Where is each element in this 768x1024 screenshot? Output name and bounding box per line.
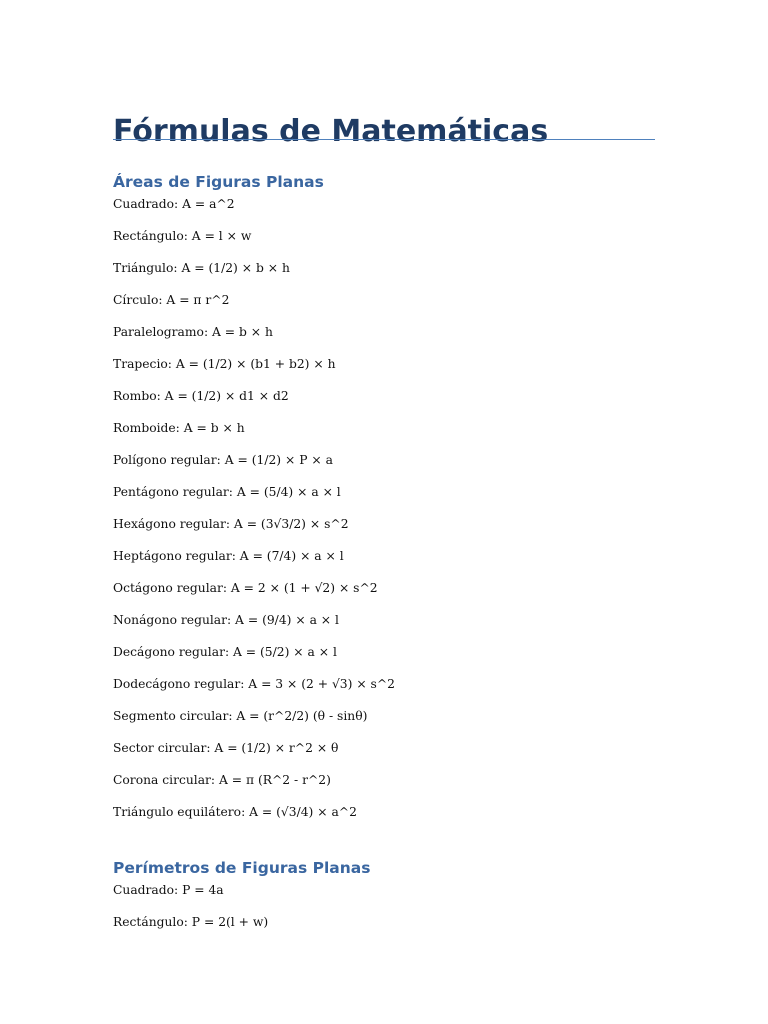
formula-line: Rombo: A = (1/2) × d1 × d2	[113, 389, 289, 403]
formula-line: Nonágono regular: A = (9/4) × a × l	[113, 613, 339, 627]
formula-line: Cuadrado: P = 4a	[113, 883, 224, 897]
section-heading-perimeters: Perímetros de Figuras Planas	[113, 859, 371, 877]
section-areas	[113, 170, 655, 834]
formula-line: Rectángulo: A = l × w	[113, 229, 252, 243]
formula-line: Hexágono regular: A = (3√3/2) × s^2	[113, 517, 349, 531]
formula-line: Triángulo: A = (1/2) × b × h	[113, 261, 290, 275]
formula-line: Octágono regular: A = 2 × (1 + √2) × s^2	[113, 581, 378, 595]
formula-line: Dodecágono regular: A = 3 × (2 + √3) × s^2	[113, 677, 395, 691]
section-heading-areas: Áreas de Figuras Planas	[113, 173, 324, 191]
formula-line: Romboide: A = b × h	[113, 421, 245, 435]
formula-list-perimeters	[113, 880, 655, 932]
document-title: Fórmulas de Matemáticas	[113, 114, 549, 150]
formula-line: Decágono regular: A = (5/2) × a × l	[113, 645, 337, 659]
formula-line: Sector circular: A = (1/2) × r^2 × θ	[113, 741, 339, 755]
formula-line: Cuadrado: A = a^2	[113, 197, 235, 211]
formula-list-areas	[113, 194, 655, 822]
formula-line: Pentágono regular: A = (5/4) × a × l	[113, 485, 341, 499]
formula-line: Corona circular: A = π (R^2 - r^2)	[113, 773, 331, 787]
formula-line: Paralelogramo: A = b × h	[113, 325, 273, 339]
formula-line: Segmento circular: A = (r^2/2) (θ - sinθ)	[113, 709, 368, 723]
title-underline	[113, 139, 655, 140]
formula-line: Triángulo equilátero: A = (√3/4) × a^2	[113, 805, 357, 819]
section-perimeters	[113, 856, 655, 944]
formula-line: Círculo: A = π r^2	[113, 293, 230, 307]
formula-line: Trapecio: A = (1/2) × (b1 + b2) × h	[113, 357, 336, 371]
formula-line: Heptágono regular: A = (7/4) × a × l	[113, 549, 344, 563]
formula-line: Rectángulo: P = 2(l + w)	[113, 915, 269, 929]
formula-line: Polígono regular: A = (1/2) × P × a	[113, 453, 333, 467]
